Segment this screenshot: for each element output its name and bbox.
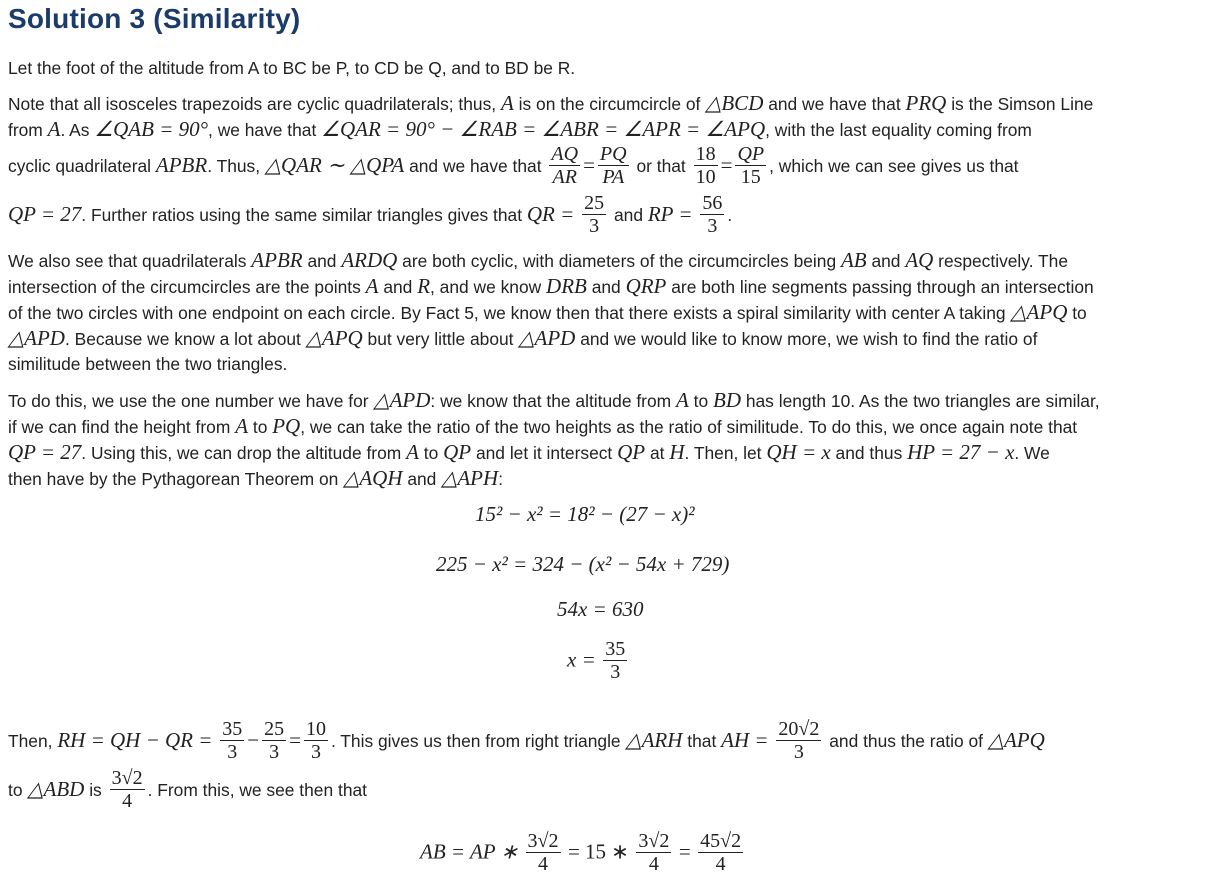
fraction-aq-ar: $\frac{AQ}{AR}$ (551, 143, 579, 188)
fraction-18-10: $\frac{18}{10}$ (695, 143, 716, 188)
paragraph-altitude-line2: if we can find the height from A to PQ, we can take the ratio of the two heights as the ratio of similitude. To do this, we once again note that (8, 414, 1078, 438)
fraction-35-3: $\frac{35}{3}$ (605, 638, 626, 683)
fraction-qp-15: $\frac{QP}{15}$ (737, 143, 765, 188)
fraction-20root2-3: $\frac{20√2}{3}$ (778, 718, 820, 763)
equation-ab-length: AB = AP ∗ $\frac{3√2}{4}$ = 15 ∗ $\frac{3√2}{4}$ = $\frac{45√2}{4}$ (420, 830, 742, 875)
fraction-45root2-4: $\frac{45√2}{4}$ (700, 830, 742, 875)
paragraph-simson-line-line1: Note that all isosceles trapezoids are cyclic quadrilaterals; thus, A is on the circumcircle of △BCD and we have that PRQ is the Simson Line (8, 91, 1094, 115)
equation-pythagorean-2: 225 − x² = 324 − (x² − 54x + 729) (436, 552, 730, 576)
paragraph-spiral-similarity-line2: intersection of the circumcircles are the points A and R, and we know DRB and QRP are both line segments passing through an intersection (8, 274, 1094, 298)
solution-heading: Solution 3 (Similarity) (8, 3, 301, 34)
paragraph-altitude-line3: QP = 27. Using this, we can drop the altitude from A to QP and let it intersect QP at H. Then, let QH = x and thus HP = 27 − x. We (8, 440, 1050, 464)
paragraph-altitude-line4: then have by the Pythagorean Theorem on △AQH and △APH: (8, 466, 504, 490)
paragraph-spiral-similarity-line3: of the two circles with one endpoint on each circle. By Fact 5, we know then that there exists a spiral similarity with center A taking △APQ to (8, 300, 1087, 324)
equation-pythagorean-1: 15² − x² = 18² − (27 − x)² (475, 502, 695, 526)
fraction-10-3: $\frac{10}{3}$ (305, 718, 326, 763)
paragraph-ratio-line2: to △ABD is $\frac{3√2}{4}$ . From this, we see then that (8, 767, 367, 812)
fraction-35-3-b: $\frac{35}{3}$ (222, 718, 243, 763)
fraction-3root2-4: $\frac{3√2}{4}$ (111, 767, 143, 812)
fraction-3root2-4-b: $\frac{3√2}{4}$ (527, 830, 559, 875)
equation-pythagorean-3: 54x = 630 (557, 597, 644, 621)
paragraph-feet-of-altitudes: Let the foot of the altitude from A to BC be P, to CD be Q, and to BD be R. (8, 58, 576, 78)
paragraph-simson-line-line4: QP = 27. Further ratios using the same similar triangles gives that QR = $\frac{25}{3}$ and RP = $\frac{56}{3}$ . (8, 192, 733, 237)
paragraph-altitude-line1: To do this, we use the one number we have for △APD: we know that the altitude from A to BD has length 10. As the two triangles are similar, (8, 388, 1100, 412)
paragraph-ratio-line1: Then, RH = QH − QR = $\frac{35}{3}$ − $\frac{25}{3}$ = $\frac{10}{3}$ . This gives us then from right triangle △ARH that AH = $\frac{20√2}{3}$ and thus the ratio of △APQ (8, 718, 1045, 763)
paragraph-simson-line-line3: cyclic quadrilateral APBR. Thus, △QAR ∼ △QPA and we have that $\frac{AQ}{AR}$ = $\frac{PQ}{PA}$ or that $\frac{18}{10}$ = $\frac{QP}{15}$ , which we can see gives us that (8, 143, 1019, 188)
paragraph-spiral-similarity-line4: △APD. Because we know a lot about △APQ but very little about △APD and we would like to know more, we wish to find the ratio of (8, 326, 1038, 350)
paragraph-spiral-similarity-line1: We also see that quadrilaterals APBR and ARDQ are both cyclic, with diameters of the circumcircles being AB and AQ respectively. The (8, 248, 1069, 272)
fraction-3root2-4-c: $\frac{3√2}{4}$ (638, 830, 670, 875)
fraction-25-3: $\frac{25}{3}$ (584, 192, 605, 237)
paragraph-simson-line-line2: from A. As ∠QAB = 90°, we have that ∠QAR = 90° − ∠RAB = ∠ABR = ∠APR = ∠APQ, with the last equality coming from (8, 117, 1032, 141)
paragraph-spiral-similarity-line5: similitude between the two triangles. (8, 354, 288, 374)
fraction-56-3: $\frac{56}{3}$ (702, 192, 723, 237)
fraction-pq-pa: $\frac{PQ}{PA}$ (599, 143, 627, 188)
fraction-25-3-b: $\frac{25}{3}$ (264, 718, 285, 763)
equation-x-value: x = $\frac{35}{3}$ (567, 638, 626, 683)
